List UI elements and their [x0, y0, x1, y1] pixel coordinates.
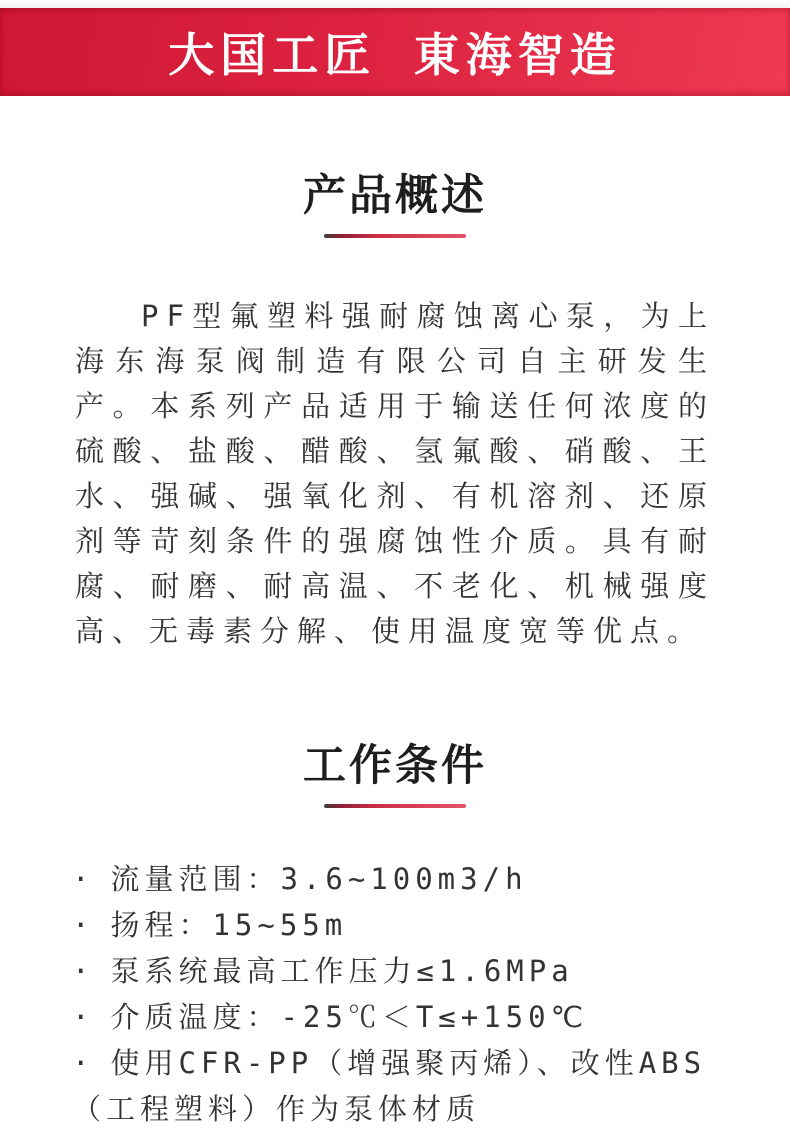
bullet-dot: ·: [72, 1046, 95, 1080]
list-item: [72, 902, 720, 948]
banner-title: 大国工匠 東海智造: [168, 29, 622, 81]
bullet-dot: ·: [72, 1000, 95, 1034]
condition-head: 扬程：15~55m: [110, 908, 348, 942]
section-working-conditions: [0, 740, 790, 1132]
bullet-dot: ·: [72, 908, 95, 942]
condition-flow-range: 流量范围：3.6~100m3/h: [110, 862, 528, 896]
condition-medium-temperature: 介质温度：-25℃＜T≤+150℃: [110, 1000, 589, 1034]
bullet-dot: ·: [72, 862, 95, 896]
working-conditions-title: 工作条件: [303, 742, 487, 790]
product-overview-title: 产品概述: [303, 172, 487, 220]
condition-max-pressure: 泵系统最高工作压力≤1.6MPa: [110, 954, 574, 988]
title-underline: [324, 234, 466, 238]
list-item: [72, 1040, 720, 1132]
list-item: [72, 994, 720, 1040]
header-banner: [0, 8, 790, 96]
working-conditions-list: [72, 856, 720, 1132]
bullet-dot: ·: [72, 954, 95, 988]
condition-pump-body-material: 使用CFR-PP（增强聚丙烯）、改性ABS（工程塑料）作为泵体材质: [72, 1046, 707, 1126]
product-overview-paragraph: PF型氟塑料强耐腐蚀离心泵，为上海东海泵阀制造有限公司自主研发生产。本系列产品适用于输送任何浓度的硫酸、盐酸、醋酸、氢氟酸、硝酸、王水、强碱、强氧化剂、有机溶剂、还原剂等苛刻条件的强腐蚀性介质。具有耐腐、耐磨、耐高温、不老化、机械强度高、无毒素分解、使用温度宽等优点。: [75, 299, 715, 648]
section-product-overview: [0, 170, 790, 654]
top-strip: [0, 0, 790, 8]
title-underline: [324, 804, 466, 808]
page-bottom-padding: [0, 1132, 790, 1148]
list-item: [72, 856, 720, 902]
list-item: [72, 948, 720, 994]
